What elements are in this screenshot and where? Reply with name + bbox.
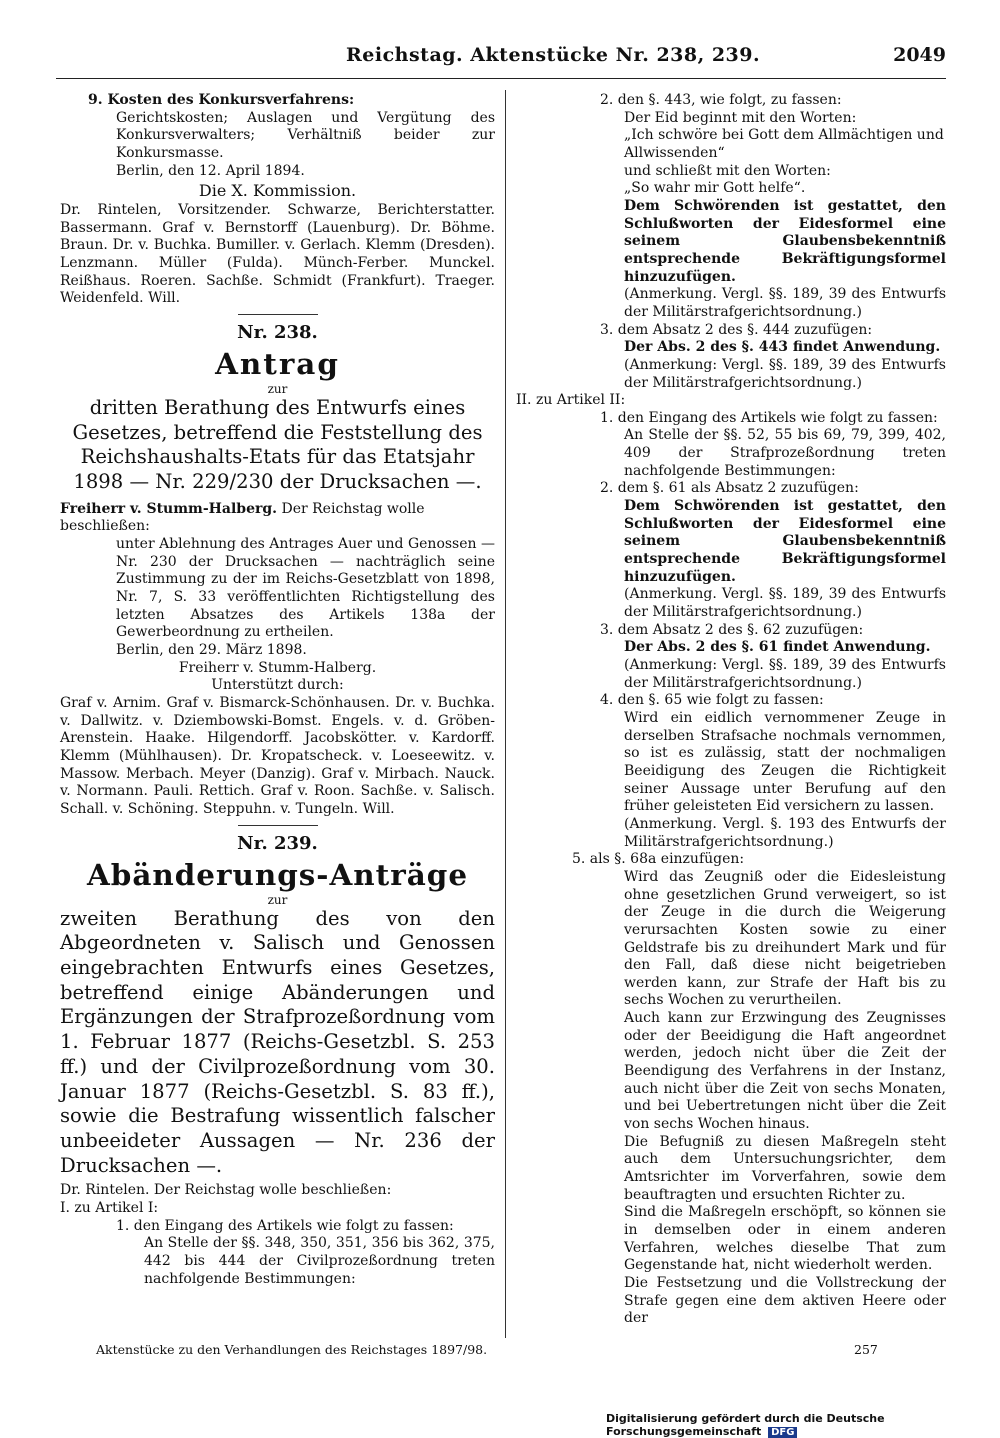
item-3-bold: Der Abs. 2 des §. 443 findet Anwendung.	[624, 339, 941, 356]
art2-item-2-bold: Dem Schwörenden ist gestattet, den Schlußworten der Eidesformel eine seinem Glaubensbekenntniß entsprechende Bekräftigungsformel hinzuzufügen.	[624, 498, 946, 585]
nr-238-label: Nr. 238.	[237, 321, 318, 343]
item-3-note: (Anmerkung: Vergl. §§. 189, 39 des Entwurfs der Militärstrafgerichtsordnung.)	[624, 356, 946, 391]
subject-238: dritten Berathung des Entwurfs eines Gesetzes, betreffend die Feststellung des Reichshaushalts-Etats für das Etatsjahr 1898 — Nr. 229/230 der Drucksachen —.	[72, 395, 483, 494]
separator	[238, 825, 318, 826]
credit-text: Digitalisierung gefördert durch die Deutsche Forschungsgemeinschaft	[606, 1412, 885, 1438]
art2-item-1-text: An Stelle der §§. 52, 55 bis 69, 79, 399, 402, 409 der Strafprozeßordnung treten nachfolgende Bestimmungen:	[624, 427, 946, 479]
page-number: 2049	[893, 44, 946, 66]
mover-238-text: Der Reichstag wolle beschließen:	[60, 500, 425, 535]
art2-item-3: 3. dem Absatz 2 des §. 62 zuzufügen:	[600, 621, 864, 638]
footer-source: Aktenstücke zu den Verhandlungen des Reichstages 1897/98.	[96, 1342, 488, 1357]
item-3: 3. dem Absatz 2 des §. 444 zuzufügen:	[600, 321, 873, 338]
item-2-note: (Anmerkung. Vergl. §§. 189, 39 des Entwurfs der Militärstrafgerichtsordnung.)	[624, 286, 946, 320]
art2-item-1: 1. den Eingang des Artikels wie folgt zu fassen:	[600, 409, 938, 426]
item-2: 2. den §. 443, wie folgt, zu fassen:	[600, 92, 842, 108]
art2-item-5-p5: Die Festsetzung und die Vollstreckung der Strafe gegen eine dem aktiven Heere oder der	[624, 1274, 946, 1327]
item-2-bold: Dem Schwörenden ist gestattet, den Schlußworten der Eidesformel eine seinem Glaubensbekenntniß entsprechende Bekräftigungsformel hinzuzufügen.	[624, 197, 946, 285]
column-divider	[505, 90, 506, 1338]
running-title: Reichstag. Aktenstücke Nr. 238, 239.	[346, 44, 761, 66]
resolution-238: unter Ablehnung des Antrages Auer und Genossen — Nr. 230 der Drucksachen — nachträglich seine Zustimmung zu der im Reichs-Gesetzblatt von 1898, Nr. 7, S. 33 veröffentlichten Richtigstellung des letzten Absatzes des Artikels 138a der Gewerbeordnung zu ertheilen.	[116, 536, 495, 641]
item-2-c: und schließt mit den Worten:	[624, 162, 831, 179]
art2-item-5: 5. als §. 68a einzufügen:	[572, 851, 745, 868]
item-9-body: Gerichtskosten; Auslagen und Vergütung des Konkursverwalters; Verhältniß beider zur Konkursmasse.	[116, 109, 495, 161]
dfg-logo: DFG	[768, 1427, 797, 1438]
art2-item-5-p3: Die Befugniß zu diesen Maßregeln steht auch dem Untersuchungsrichter, dem Amtsrichter im Vorverfahren, sowie dem beauftragten und ersuchten Richter zu.	[624, 1133, 946, 1203]
article-1-item-1-text: An Stelle der §§. 348, 350, 351, 356 bis 362, 375, 442 bis 444 der Civilprozeßordnung treten nachfolgende Bestimmungen:	[144, 1235, 495, 1287]
article-1-item-1: 1. den Eingang des Artikels wie folgt zu fassen:	[116, 1217, 454, 1234]
separator	[238, 314, 318, 315]
zur-label: zur	[267, 381, 288, 396]
art2-item-5-p1: Wird das Zeugniß oder die Eidesleistung ohne gesetzlichen Grund verweigert, so ist der Zeuge in die durch die Weigerung verursachten Kosten sowie zu einer Geldstrafe bis zu dreihundert Mark und für den Fall, daß diese nicht beigetrieben werden kann, zur Strafe der Haft bis zu sechs Wochen zu verurtheilen.	[624, 868, 946, 1009]
antrag-title: Antrag	[215, 345, 340, 381]
article-1-heading: I. zu Artikel I:	[60, 1200, 159, 1217]
zur-label: zur	[267, 892, 288, 907]
art2-item-4-text: Wird ein eidlich vernommener Zeuge in derselben Strafsache nochmals vernommen, so ist es zulässig, statt der nochmaligen Beeidigung des Zeugen die Richtigkeit seiner Aussage unter Berufung auf den früher geleisteten Eid versichern zu lassen.	[624, 709, 946, 815]
art2-item-5-p2: Auch kann zur Erzwingung des Zeugnisses oder der Beeidigung die Haft angeordnet werden, jedoch nicht über die Zeit der Beendigung des Verfahrens in der Instanz, auch nicht über die Zeit von sechs Monaten, und bei Uebertretungen nicht über die Zeit von sechs Wochen hinaus.	[624, 1010, 946, 1133]
supporters-list: Graf v. Arnim. Graf v. Bismarck-Schönhausen. Dr. v. Buchka. v. Dallwitz. v. Dziembowski-Bomst. Engels. v. d. Gröben-Arenstein. Haake. Hilgendorff. Jacobskötter. v. Kardorff. Klemm (Mühlhausen). Dr. Kropatscheck. v. Loeseewitz. v. Massow. Merbach. Meyer (Danzig). Graf v. Mirbach. Nauck. v. Normann. Pauli. Rettich. Graf v. Roon. Sachße. v. Salisch. Schall. v. Schöning. Steppuhn. v. Tungeln. Will.	[60, 694, 495, 817]
date-1: Berlin, den 12. April 1894.	[116, 162, 305, 179]
art2-item-3-bold: Der Abs. 2 des §. 61 findet Anwendung.	[624, 639, 931, 656]
date-2: Berlin, den 29. März 1898.	[116, 642, 307, 658]
item-9-heading: 9. Kosten des Konkursverfahrens:	[88, 92, 355, 108]
art2-item-2: 2. dem §. 61 als Absatz 2 zuzufügen:	[600, 480, 859, 497]
art2-item-3-note: (Anmerkung: Vergl. §§. 189, 39 des Entwurfs der Militärstrafgerichtsordnung.)	[624, 657, 946, 691]
art2-item-2-note: (Anmerkung. Vergl. §§. 189, 39 des Entwurfs der Militärstrafgerichtsordnung.)	[624, 586, 946, 621]
subject-239: zweiten Berathung des von den Abgeordneten v. Salisch und Genossen eingebrachten Entwurfs eines Gesetzes, betreffend einige Abänderungen und Ergänzungen der Strafprozeßordnung vom 1. Februar 1877 (Reichs-Gesetzbl. S. 253 ff.) und der Civilprozeßordnung vom 30. Januar 1877 (Reichs-Gesetzbl. S. 83 ff.), sowie die Bestrafung wissentlich falscher unbeeideter Aussagen — Nr. 236 der Drucksachen —.	[60, 906, 495, 1177]
item-2-d: „So wahr mir Gott helfe“.	[624, 180, 806, 197]
commission-title: Die X. Kommission.	[198, 181, 357, 201]
article-2-heading: II. zu Artikel II:	[516, 392, 626, 409]
digitization-credit	[606, 1412, 1000, 1438]
art2-item-5-p4: Sind die Maßregeln erschöpft, so können sie in demselben oder in einem anderen Verfahren, welches dieselbe That zum Gegenstande hat, nicht wiederholt werden.	[624, 1204, 946, 1274]
art2-item-4-note: (Anmerkung. Vergl. §. 193 des Entwurfs der Militärstrafgerichtsordnung.)	[624, 815, 946, 850]
mover-238	[60, 501, 495, 536]
art2-item-4: 4. den §. 65 wie folgt zu fassen:	[600, 692, 824, 709]
supported-by: Unterstützt durch:	[211, 677, 344, 694]
footer-sheet-number: 257	[854, 1342, 878, 1357]
left-column	[60, 92, 495, 1288]
mover-239: Dr. Rintelen. Der Reichstag wolle beschließen:	[60, 1182, 392, 1199]
signer: Freiherr v. Stumm-Halberg.	[178, 659, 377, 676]
nr-239-label: Nr. 239.	[237, 832, 318, 854]
page-header	[56, 44, 946, 79]
commission-members: Dr. Rintelen, Vorsitzender. Schwarze, Berichterstatter. Bassermann. Graf v. Bernstorff (Lauenburg). Dr. Böhme. Braun. Dr. v. Buchka. Bumiller. v. Gerlach. Klemm (Dresden). Lenzmann. Müller (Fulda). Münch-Ferber. Munckel. Reißhaus. Roeren. Sachße. Schmidt (Frankfurt). Traeger. Weidenfeld. Will.	[60, 201, 495, 307]
mover-238-name: Freiherr v. Stumm-Halberg.	[60, 500, 278, 517]
item-2-a: Der Eid beginnt mit den Worten:	[624, 109, 857, 126]
item-2-b: „Ich schwöre bei Gott dem Allmächtigen und Allwissenden“	[624, 127, 944, 161]
antraege-title: Abänderungs-Anträge	[86, 856, 469, 892]
right-column	[516, 92, 946, 1328]
